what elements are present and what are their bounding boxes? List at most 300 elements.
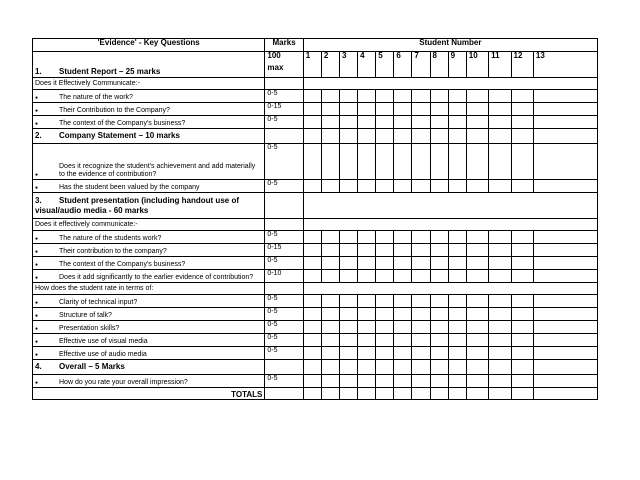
question-cell <box>33 244 265 257</box>
score-cell[interactable] <box>394 103 412 116</box>
marks-header: Marks <box>265 39 303 52</box>
score-cell[interactable] <box>430 103 448 116</box>
score-cell[interactable] <box>303 334 321 347</box>
totals-label: TOTALS <box>33 388 265 400</box>
score-cell[interactable] <box>466 308 488 321</box>
score-cell[interactable] <box>376 129 394 144</box>
score-cell[interactable] <box>303 295 321 308</box>
score-cell[interactable] <box>321 244 339 257</box>
score-cell[interactable] <box>339 388 357 400</box>
score-cell[interactable] <box>376 90 394 103</box>
score-cell[interactable] <box>303 388 321 400</box>
score-cell[interactable] <box>489 347 511 360</box>
score-cell[interactable] <box>339 334 357 347</box>
score-cell[interactable] <box>448 321 466 334</box>
score-cell[interactable] <box>339 144 357 180</box>
score-cell[interactable] <box>533 231 597 244</box>
question-row <box>33 375 598 388</box>
score-cell[interactable] <box>303 129 321 144</box>
score-cell[interactable] <box>412 308 430 321</box>
score-cell[interactable] <box>430 295 448 308</box>
score-cell[interactable] <box>376 257 394 270</box>
score-cell[interactable] <box>448 244 466 257</box>
score-cell[interactable] <box>448 231 466 244</box>
score-cell[interactable] <box>339 231 357 244</box>
score-cell[interactable] <box>448 388 466 400</box>
score-cell[interactable] <box>489 129 511 144</box>
score-cell[interactable] <box>358 90 376 103</box>
section-title: Student Report – 25 marks <box>59 67 161 76</box>
score-cell[interactable] <box>511 375 533 388</box>
score-cell[interactable] <box>489 116 511 129</box>
score-cell[interactable] <box>533 360 597 375</box>
score-cell[interactable] <box>430 90 448 103</box>
score-cell[interactable] <box>430 347 448 360</box>
score-cell[interactable] <box>533 321 597 334</box>
score-cell[interactable] <box>358 360 376 375</box>
score-cell[interactable] <box>412 295 430 308</box>
score-cell[interactable] <box>321 295 339 308</box>
score-cell[interactable] <box>339 129 357 144</box>
score-cell[interactable] <box>511 244 533 257</box>
section-number: 4. <box>35 362 42 371</box>
score-cell[interactable] <box>511 270 533 283</box>
score-cell[interactable] <box>376 295 394 308</box>
section-title: Student presentation (including handout use of visual/audio media - 60 marks <box>35 195 239 215</box>
score-cell[interactable] <box>412 270 430 283</box>
score-cell[interactable] <box>533 180 597 193</box>
section-row <box>33 193 598 219</box>
student-number-2: 2 <box>321 52 339 78</box>
score-cell[interactable] <box>358 144 376 180</box>
score-cell[interactable] <box>303 257 321 270</box>
score-cell[interactable] <box>321 90 339 103</box>
score-cell[interactable] <box>303 270 321 283</box>
key-questions-header: 'Evidence' - Key Questions <box>33 39 265 52</box>
question-row <box>33 116 598 129</box>
bullet-icon: ● <box>35 185 39 191</box>
section-heading <box>33 360 265 375</box>
score-cell[interactable] <box>321 116 339 129</box>
section-number: 1. <box>35 67 42 76</box>
score-cell[interactable] <box>466 321 488 334</box>
score-cell[interactable] <box>430 129 448 144</box>
score-cell[interactable] <box>394 334 412 347</box>
score-cell[interactable] <box>358 231 376 244</box>
evaluation-table <box>32 38 598 400</box>
score-cell[interactable] <box>376 144 394 180</box>
score-cell[interactable] <box>466 129 488 144</box>
marks-range: 0-5 <box>265 90 303 103</box>
score-cell[interactable] <box>321 308 339 321</box>
question-row <box>33 231 598 244</box>
score-cell[interactable] <box>430 144 448 180</box>
score-cell[interactable] <box>376 388 394 400</box>
score-cell[interactable] <box>430 360 448 375</box>
score-cell[interactable] <box>376 103 394 116</box>
score-cell[interactable] <box>533 103 597 116</box>
subheading-text: How does the student rate in terms of: <box>33 283 265 295</box>
score-cell[interactable] <box>448 129 466 144</box>
question-cell <box>33 90 265 103</box>
section-row <box>33 360 598 375</box>
score-cell[interactable] <box>466 270 488 283</box>
score-cell[interactable] <box>448 308 466 321</box>
score-cell[interactable] <box>358 388 376 400</box>
score-cell[interactable] <box>412 231 430 244</box>
score-cell[interactable] <box>339 295 357 308</box>
score-cell[interactable] <box>511 103 533 116</box>
question-row <box>33 295 598 308</box>
student-number-12: 12 <box>511 52 533 78</box>
question-cell <box>33 116 265 129</box>
score-cell[interactable] <box>489 270 511 283</box>
score-cell[interactable] <box>430 375 448 388</box>
score-cell[interactable] <box>466 295 488 308</box>
score-cell[interactable] <box>533 116 597 129</box>
score-cell[interactable] <box>430 388 448 400</box>
marks-max-value: 100 <box>267 51 281 60</box>
score-cell[interactable] <box>376 334 394 347</box>
score-cell[interactable] <box>358 270 376 283</box>
question-text: Structure of talk? <box>59 312 112 319</box>
score-cell[interactable] <box>412 347 430 360</box>
score-cell[interactable] <box>489 321 511 334</box>
score-cell[interactable] <box>303 321 321 334</box>
score-cell[interactable] <box>394 388 412 400</box>
marks-cell <box>265 193 303 219</box>
question-text: Clarity of technical input? <box>59 299 138 306</box>
score-cell[interactable] <box>321 347 339 360</box>
score-cell[interactable] <box>511 129 533 144</box>
question-cell <box>33 334 265 347</box>
subheading-row <box>33 283 598 295</box>
score-cell[interactable] <box>394 129 412 144</box>
score-cell[interactable] <box>394 90 412 103</box>
score-cell[interactable] <box>533 129 597 144</box>
score-cell[interactable] <box>511 231 533 244</box>
score-cell[interactable] <box>466 257 488 270</box>
score-cell[interactable] <box>394 270 412 283</box>
score-cell[interactable] <box>394 257 412 270</box>
score-cell[interactable] <box>489 375 511 388</box>
bullet-icon: ● <box>35 108 39 114</box>
score-cell[interactable] <box>394 116 412 129</box>
score-cell[interactable] <box>321 257 339 270</box>
question-row <box>33 90 598 103</box>
score-cell[interactable] <box>448 295 466 308</box>
score-cell[interactable] <box>321 334 339 347</box>
score-cell[interactable] <box>412 375 430 388</box>
score-cell[interactable] <box>394 244 412 257</box>
score-cell[interactable] <box>339 90 357 103</box>
marks-range: 0-5 <box>265 375 303 388</box>
score-cell[interactable] <box>339 116 357 129</box>
score-cell[interactable] <box>511 347 533 360</box>
question-cell <box>33 270 265 283</box>
question-row <box>33 257 598 270</box>
question-row <box>33 334 598 347</box>
score-cell[interactable] <box>412 103 430 116</box>
score-cell[interactable] <box>339 360 357 375</box>
score-cell[interactable] <box>466 144 488 180</box>
score-cell[interactable] <box>358 180 376 193</box>
score-cell[interactable] <box>533 347 597 360</box>
score-cell[interactable] <box>358 257 376 270</box>
question-text: Does it add significantly to the earlier evidence of contribution? <box>59 274 254 281</box>
score-cell[interactable] <box>533 334 597 347</box>
score-cell[interactable] <box>430 231 448 244</box>
score-cell[interactable] <box>430 334 448 347</box>
score-cell[interactable] <box>533 90 597 103</box>
marks-range: 0-5 <box>265 257 303 270</box>
score-cell[interactable] <box>448 257 466 270</box>
score-cell[interactable] <box>321 388 339 400</box>
score-cell[interactable] <box>533 308 597 321</box>
score-cell[interactable] <box>489 90 511 103</box>
score-cell[interactable] <box>376 347 394 360</box>
score-cell[interactable] <box>448 90 466 103</box>
score-cell[interactable] <box>448 103 466 116</box>
score-cell[interactable] <box>533 388 597 400</box>
score-cell[interactable] <box>412 90 430 103</box>
score-cell[interactable] <box>466 90 488 103</box>
section-row <box>33 52 598 78</box>
score-cell[interactable] <box>448 180 466 193</box>
score-cell[interactable] <box>412 360 430 375</box>
score-cell[interactable] <box>511 257 533 270</box>
score-cell[interactable] <box>376 231 394 244</box>
score-cell[interactable] <box>339 308 357 321</box>
score-cell[interactable] <box>394 295 412 308</box>
score-cell[interactable] <box>376 375 394 388</box>
score-cell[interactable] <box>394 308 412 321</box>
score-cell[interactable] <box>358 103 376 116</box>
score-cell[interactable] <box>489 257 511 270</box>
score-cell[interactable] <box>412 180 430 193</box>
score-cell[interactable] <box>489 231 511 244</box>
score-cell[interactable] <box>394 144 412 180</box>
score-cell[interactable] <box>511 180 533 193</box>
question-row <box>33 321 598 334</box>
score-cell[interactable] <box>466 360 488 375</box>
score-cell[interactable] <box>511 321 533 334</box>
question-text: Has the student been valued by the company <box>59 184 200 191</box>
score-cell[interactable] <box>376 180 394 193</box>
marks-range: 0-5 <box>265 334 303 347</box>
score-cell[interactable] <box>430 116 448 129</box>
score-cell[interactable] <box>376 244 394 257</box>
score-cell[interactable] <box>533 257 597 270</box>
score-cell[interactable] <box>321 375 339 388</box>
score-cell[interactable] <box>448 334 466 347</box>
score-cell[interactable] <box>466 180 488 193</box>
score-cell[interactable] <box>412 334 430 347</box>
score-cell[interactable] <box>358 116 376 129</box>
section-number: 3. <box>35 195 42 205</box>
score-cell[interactable] <box>303 375 321 388</box>
marks-range: 0-15 <box>265 244 303 257</box>
score-cell[interactable] <box>358 347 376 360</box>
score-cell[interactable] <box>412 144 430 180</box>
score-cell[interactable] <box>412 129 430 144</box>
score-cell[interactable] <box>321 321 339 334</box>
score-cell[interactable] <box>303 360 321 375</box>
question-row <box>33 270 598 283</box>
bullet-icon: ● <box>35 313 39 319</box>
score-cell[interactable] <box>489 308 511 321</box>
score-cell[interactable] <box>489 103 511 116</box>
score-cell[interactable] <box>533 244 597 257</box>
question-row <box>33 144 598 180</box>
question-cell <box>33 231 265 244</box>
student-number-10: 10 <box>466 52 488 78</box>
score-cell[interactable] <box>430 308 448 321</box>
score-cell[interactable] <box>466 231 488 244</box>
score-cell[interactable] <box>339 375 357 388</box>
bullet-icon: ● <box>35 275 39 281</box>
score-cell[interactable] <box>321 129 339 144</box>
student-number-header: Student Number <box>303 39 597 52</box>
score-cell[interactable] <box>358 308 376 321</box>
student-number-11: 11 <box>489 52 511 78</box>
score-cell[interactable] <box>303 308 321 321</box>
marks-range: 0-5 <box>265 347 303 360</box>
score-cell[interactable] <box>339 321 357 334</box>
bullet-icon: ● <box>35 326 39 332</box>
score-cell[interactable] <box>511 116 533 129</box>
marks-range: 0-5 <box>265 321 303 334</box>
score-cell[interactable] <box>339 244 357 257</box>
score-cell[interactable] <box>412 116 430 129</box>
student-number-3: 3 <box>339 52 357 78</box>
score-cell[interactable] <box>489 334 511 347</box>
section-number: 2. <box>35 131 42 140</box>
score-cell[interactable] <box>394 231 412 244</box>
question-row <box>33 180 598 193</box>
score-cell[interactable] <box>376 308 394 321</box>
score-cell[interactable] <box>321 270 339 283</box>
score-cell[interactable] <box>448 116 466 129</box>
score-cell[interactable] <box>339 180 357 193</box>
score-cell[interactable] <box>321 144 339 180</box>
score-cell[interactable] <box>412 257 430 270</box>
score-cell[interactable] <box>358 375 376 388</box>
score-cell[interactable] <box>321 103 339 116</box>
score-cell[interactable] <box>448 375 466 388</box>
score-cell[interactable] <box>466 347 488 360</box>
subheading-text: Does it Effectively Communicate:- <box>33 78 265 90</box>
score-cell[interactable] <box>394 180 412 193</box>
score-cell[interactable] <box>339 347 357 360</box>
score-cell[interactable] <box>394 321 412 334</box>
question-cell <box>33 308 265 321</box>
marks-range: 0-15 <box>265 103 303 116</box>
score-cell[interactable] <box>533 375 597 388</box>
score-cell[interactable] <box>430 180 448 193</box>
score-cell[interactable] <box>358 321 376 334</box>
score-cell[interactable] <box>321 360 339 375</box>
score-cell[interactable] <box>466 103 488 116</box>
score-cell[interactable] <box>321 231 339 244</box>
score-cell[interactable] <box>533 295 597 308</box>
score-cell[interactable] <box>511 295 533 308</box>
empty-span <box>303 193 597 219</box>
score-cell[interactable] <box>303 144 321 180</box>
score-cell[interactable] <box>303 90 321 103</box>
score-cell[interactable] <box>358 129 376 144</box>
score-cell[interactable] <box>303 347 321 360</box>
score-cell[interactable] <box>394 347 412 360</box>
score-cell[interactable] <box>448 347 466 360</box>
score-cell[interactable] <box>376 116 394 129</box>
score-cell[interactable] <box>339 270 357 283</box>
score-cell[interactable] <box>430 257 448 270</box>
score-cell[interactable] <box>430 321 448 334</box>
score-cell[interactable] <box>466 375 488 388</box>
score-cell[interactable] <box>511 388 533 400</box>
score-cell[interactable] <box>303 116 321 129</box>
score-cell[interactable] <box>489 244 511 257</box>
score-cell[interactable] <box>466 116 488 129</box>
score-cell[interactable] <box>321 180 339 193</box>
score-cell[interactable] <box>303 244 321 257</box>
score-cell[interactable] <box>376 270 394 283</box>
score-cell[interactable] <box>489 144 511 180</box>
score-cell[interactable] <box>511 308 533 321</box>
score-cell[interactable] <box>412 244 430 257</box>
score-cell[interactable] <box>489 295 511 308</box>
score-cell[interactable] <box>466 244 488 257</box>
score-cell[interactable] <box>339 103 357 116</box>
score-cell[interactable] <box>533 270 597 283</box>
score-cell[interactable] <box>394 360 412 375</box>
score-cell[interactable] <box>376 321 394 334</box>
score-cell[interactable] <box>489 388 511 400</box>
score-cell[interactable] <box>489 180 511 193</box>
score-cell[interactable] <box>489 360 511 375</box>
question-text: The context of the Company's business? <box>59 261 186 268</box>
score-cell[interactable] <box>394 375 412 388</box>
marks-range: 0-5 <box>265 231 303 244</box>
score-cell[interactable] <box>448 144 466 180</box>
score-cell[interactable] <box>358 334 376 347</box>
score-cell[interactable] <box>412 388 430 400</box>
score-cell[interactable] <box>303 180 321 193</box>
score-cell[interactable] <box>511 334 533 347</box>
score-cell[interactable] <box>358 244 376 257</box>
bullet-icon: ● <box>35 236 39 242</box>
score-cell[interactable] <box>412 321 430 334</box>
bullet-icon: ● <box>35 380 39 386</box>
score-cell[interactable] <box>448 360 466 375</box>
score-cell[interactable] <box>511 144 533 180</box>
score-cell[interactable] <box>511 90 533 103</box>
score-cell[interactable] <box>466 388 488 400</box>
score-cell[interactable] <box>358 295 376 308</box>
score-cell[interactable] <box>430 270 448 283</box>
score-cell[interactable] <box>339 257 357 270</box>
score-cell[interactable] <box>303 103 321 116</box>
score-cell[interactable] <box>466 334 488 347</box>
score-cell[interactable] <box>376 360 394 375</box>
score-cell[interactable] <box>533 144 597 180</box>
score-cell[interactable] <box>430 244 448 257</box>
score-cell[interactable] <box>511 360 533 375</box>
marks-range: 0-5 <box>265 295 303 308</box>
score-cell[interactable] <box>303 231 321 244</box>
score-cell[interactable] <box>448 270 466 283</box>
